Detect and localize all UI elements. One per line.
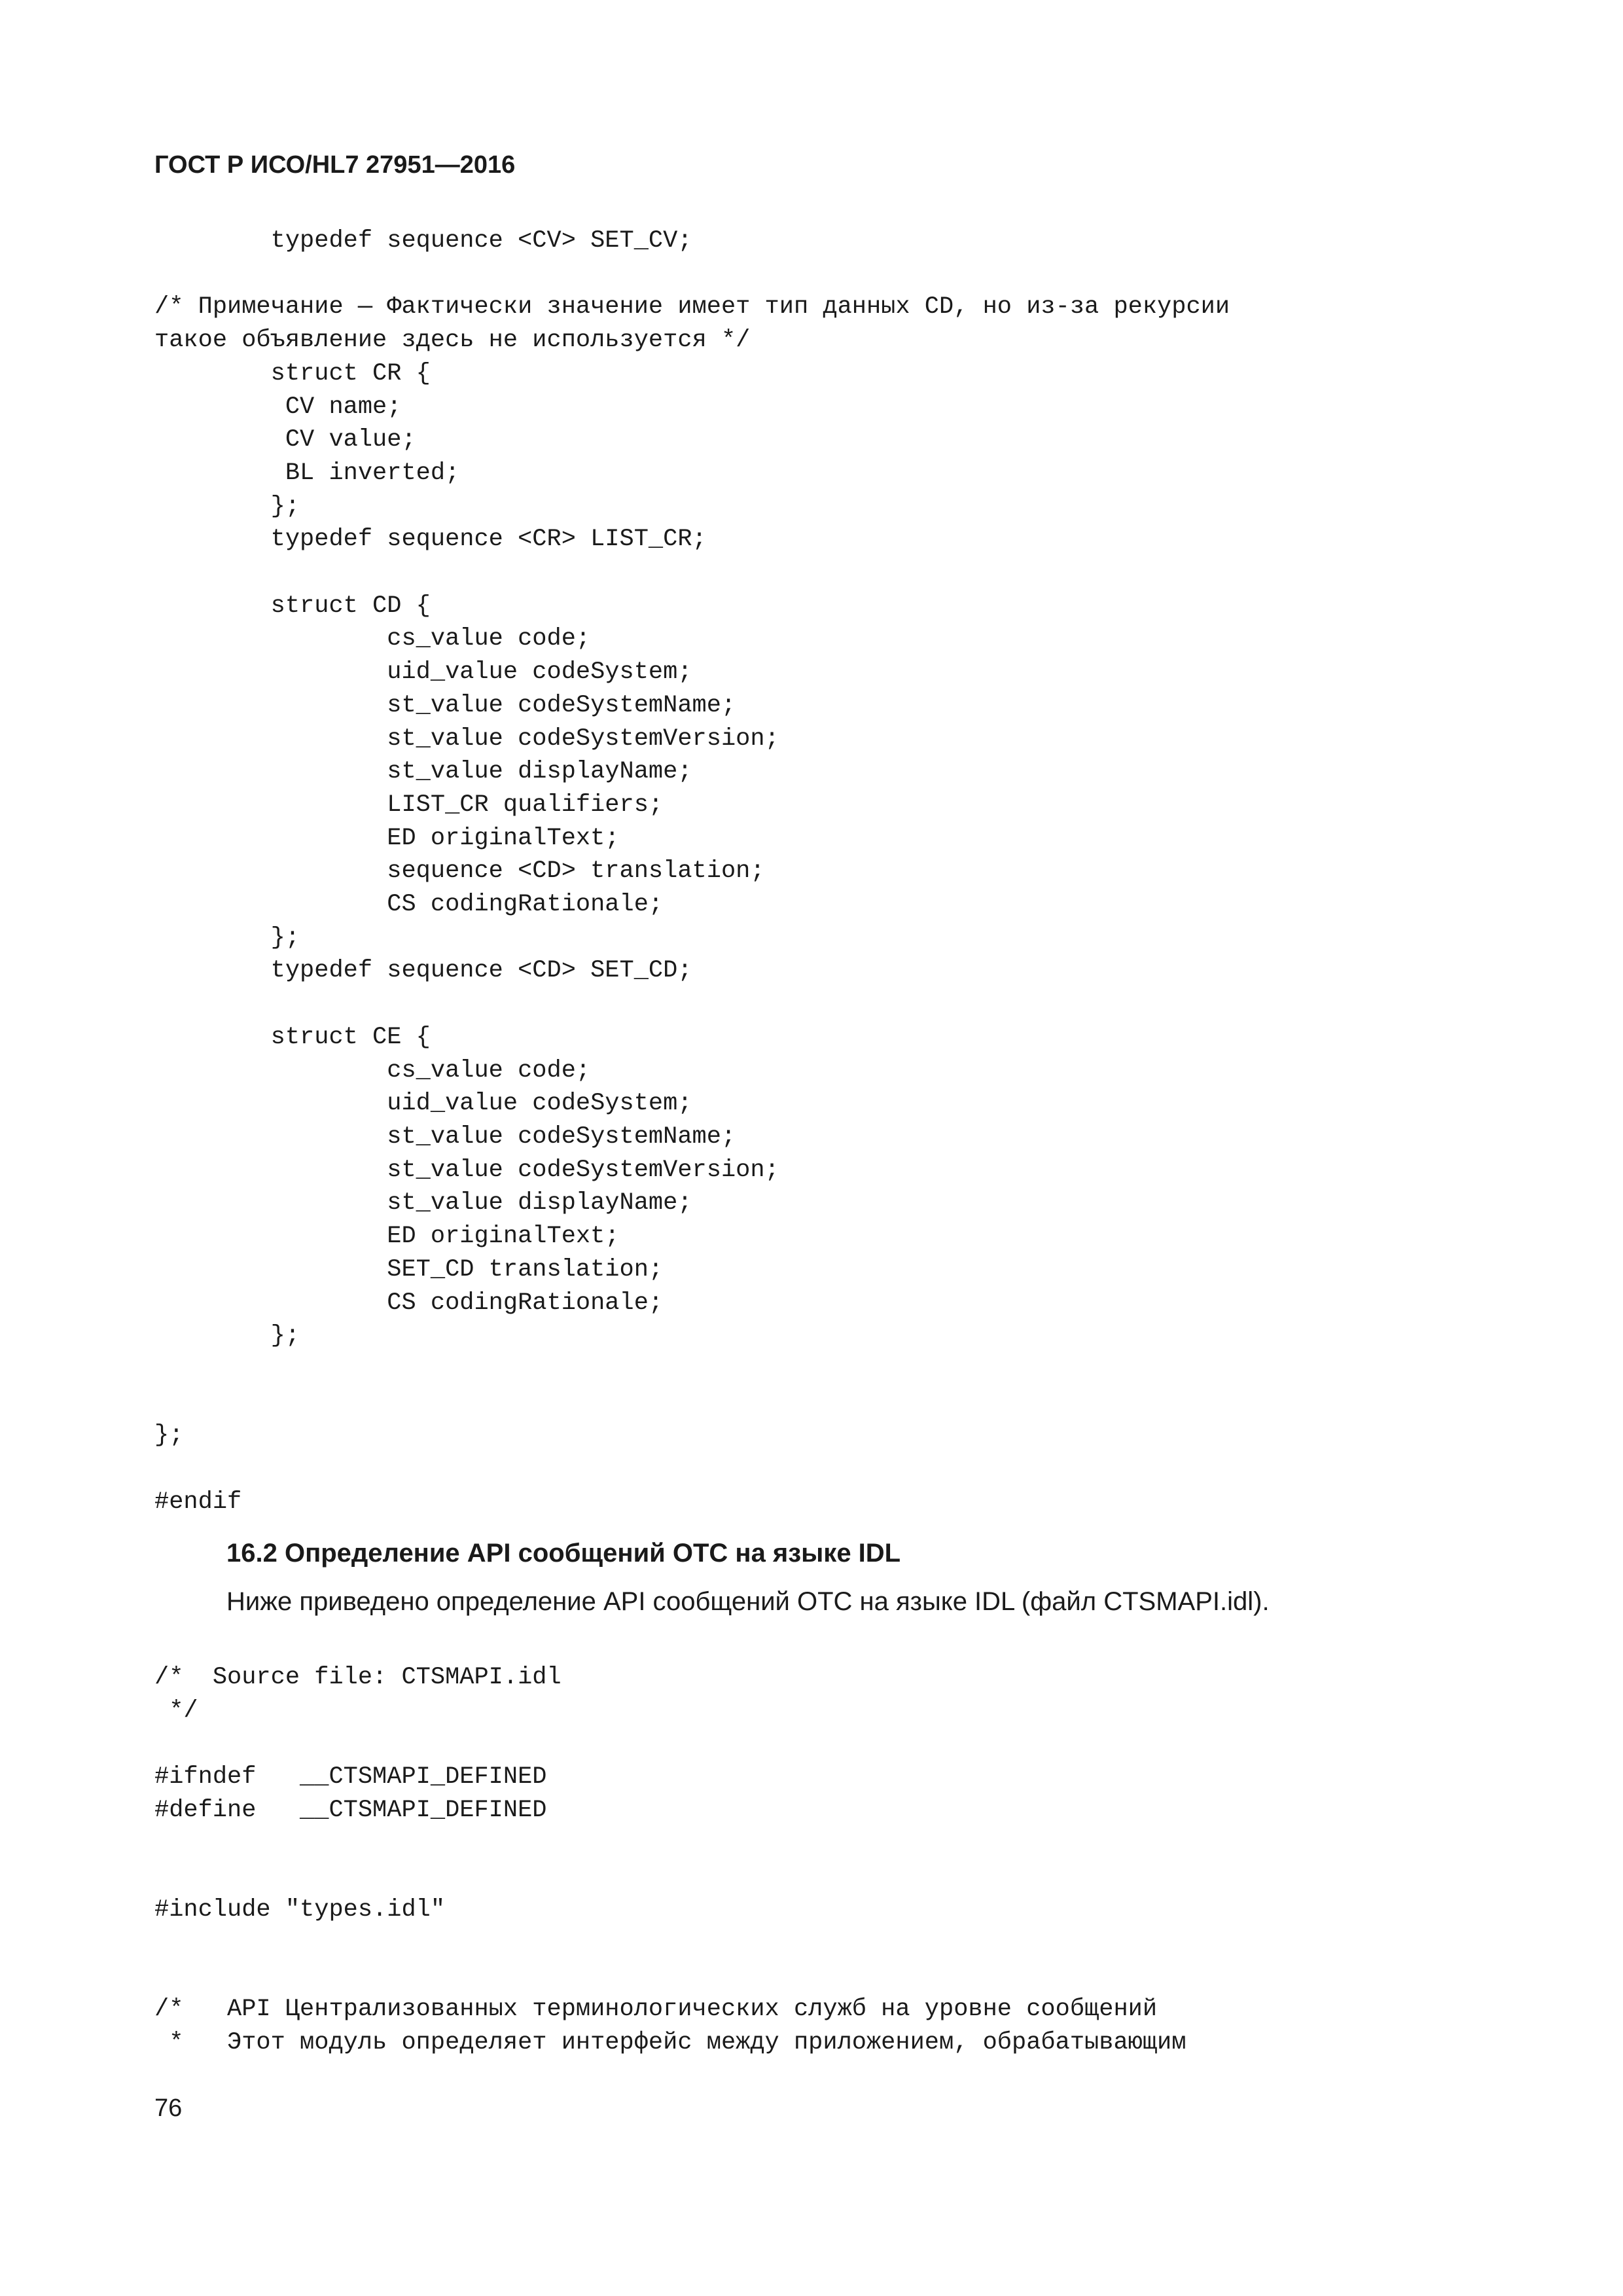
idl-code-block-types: typedef sequence <CV> SET_CV; /* Примечание — Фактически значение имеет тип данных CD, но из-за рекурсии такое объявление здесь не используется */ struct CR { CV name; CV value; BL inverted; }; typedef sequence <CR> LIST_CR; struct CD { cs_value code; uid_value codeSystem; st_value codeSystemName; st_value codeSystemVersion; st_value displayName; LIST_CR qualifiers; ED originalText; sequence <CD> translation; CS codingRationale; }; typedef sequence <CD> SET_CD; struct CE { cs_value code; uid_value codeSystem; st_value codeSystemName; st_value codeSystemVersion; st_value displayName; ED originalText; SET_CD translation; CS codingRationale; }; }; #endif <box>154 227 1230 1516</box>
section-paragraph: Ниже приведено определение API сообщений ОТС на языке IDL (файл CTSMAPI.idl). <box>226 1587 1270 1616</box>
page-number: 76 <box>154 2094 183 2122</box>
document-header: ГОСТ Р ИСО/HL7 27951—2016 <box>154 151 516 179</box>
section-heading: 16.2 Определение API сообщений ОТС на языке IDL <box>226 1539 901 1568</box>
idl-code-block-ctsmapi: /* Source file: CTSMAPI.idl */ #ifndef __CTSMAPI_DEFINED #define __CTSMAPI_DEFINED #include "types.idl" /* API Централизованных терминологических служб на уровне сообщений * Этот модуль определяет интерфейс между приложением, обрабатывающим <box>154 1664 1186 2056</box>
